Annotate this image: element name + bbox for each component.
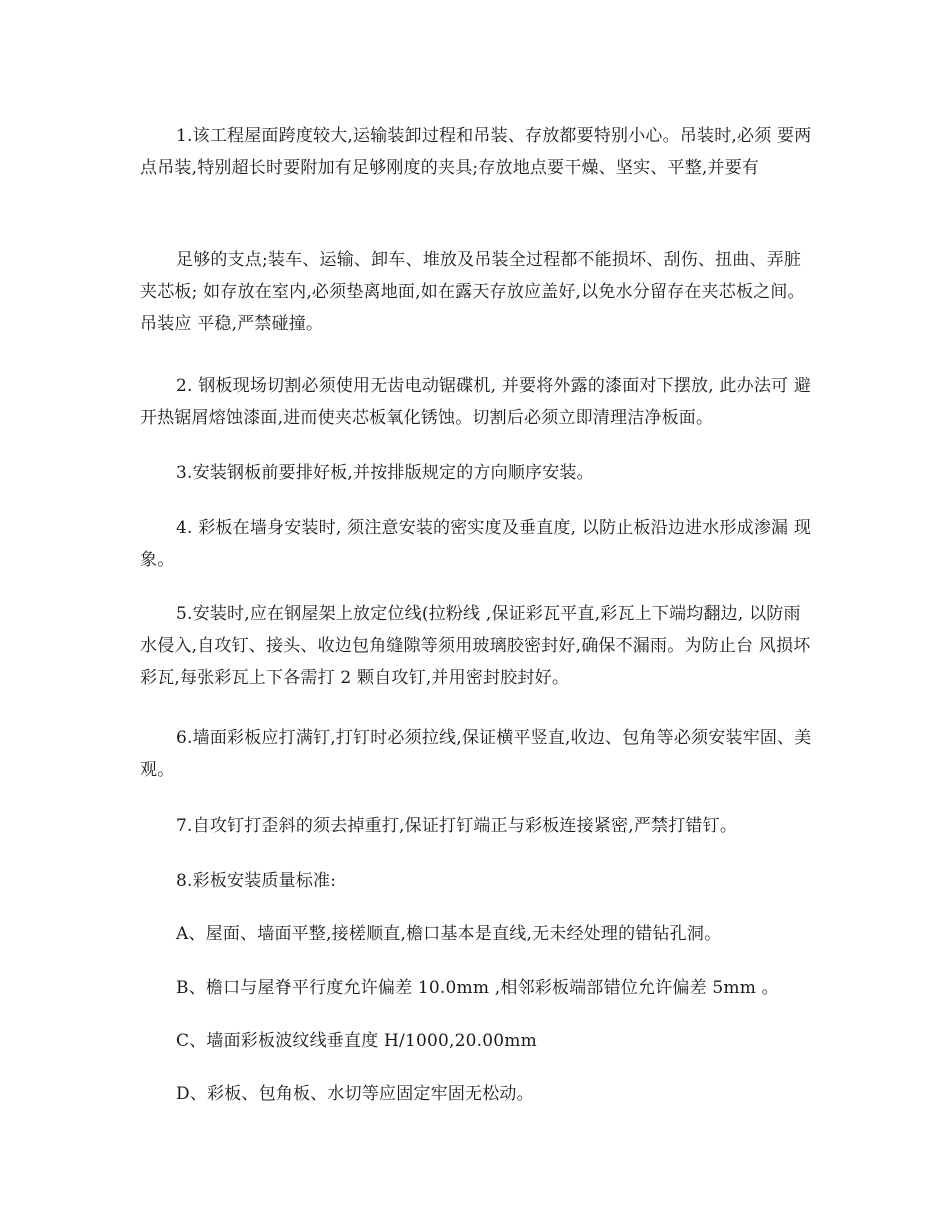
- paragraph-6: 5.安装时,应在钢屋架上放定位线(拉粉线 ,保证彩瓦平直,彩瓦上下端均翻边, 以防雨水侵入,自攻钉、接头、收边包角缝隙等须用玻璃胶密封好,确保不漏雨。为防止台 风损坏彩瓦,每张彩瓦上下各需打 2 颗自攻钉,并用密封胶封好。: [140, 604, 811, 688]
- paragraph-9: 8.彩板安装质量标准:: [176, 871, 337, 891]
- paragraph-13: D、彩板、包角板、水切等应固定牢固无松动。: [176, 1084, 534, 1104]
- paragraph-5: 4. 彩板在墙身安装时, 须注意安装的密实度及垂直度, 以防止板沿边进水形成渗漏 现象。: [140, 518, 812, 570]
- paragraph-3: 2. 钢板现场切割必须使用无齿电动锯碟机, 并要将外露的漆面对下摆放, 此办法可 避开热锯屑熔蚀漆面,进而使夹芯板氧化锈蚀。切割后必须立即清理洁净板面。: [140, 376, 812, 428]
- paragraph-7: 6.墙面彩板应打满钉,打钉时必须拉线,保证横平竖直,收边、包角等必须安装牢固、美观。: [140, 728, 812, 780]
- paragraph-10: A、屋面、墙面平整,接槎顺直,檐口基本是直线,无未经处理的错钻孔洞。: [176, 924, 722, 944]
- paragraph-12: C、墙面彩板波纹线垂直度 H/1000,20.00mm: [176, 1031, 537, 1051]
- paragraph-1: 1.该工程屋面跨度较大,运输装卸过程和吊装、存放都要特别小心。吊装时,必须 要两点吊装,特别超长时要附加有足够刚度的夹具;存放地点要干燥、坚实、平整,并要有: [140, 126, 812, 178]
- paragraph-4: 3.安装钢板前要排好板,并按排版规定的方向顺序安装。: [176, 463, 594, 483]
- paragraph-2: 足够的支点;装车、运输、卸车、堆放及吊装全过程都不能损坏、刮伤、扭曲、弄脏夹芯板; 如存放在室内,必须垫离地面,如在露天存放应盖好,以免水分留存在夹芯板之间。吊装应 平稳,严禁碰撞。: [140, 250, 805, 334]
- paragraph-8: 7.自攻钉打歪斜的须去掉重打,保证打钉端正与彩板连接紧密,严禁打错钉。: [176, 816, 738, 836]
- paragraph-11: B、檐口与屋脊平行度允许偏差 10.0mm ,相邻彩板端部错位允许偏差 5mm 。: [176, 978, 779, 998]
